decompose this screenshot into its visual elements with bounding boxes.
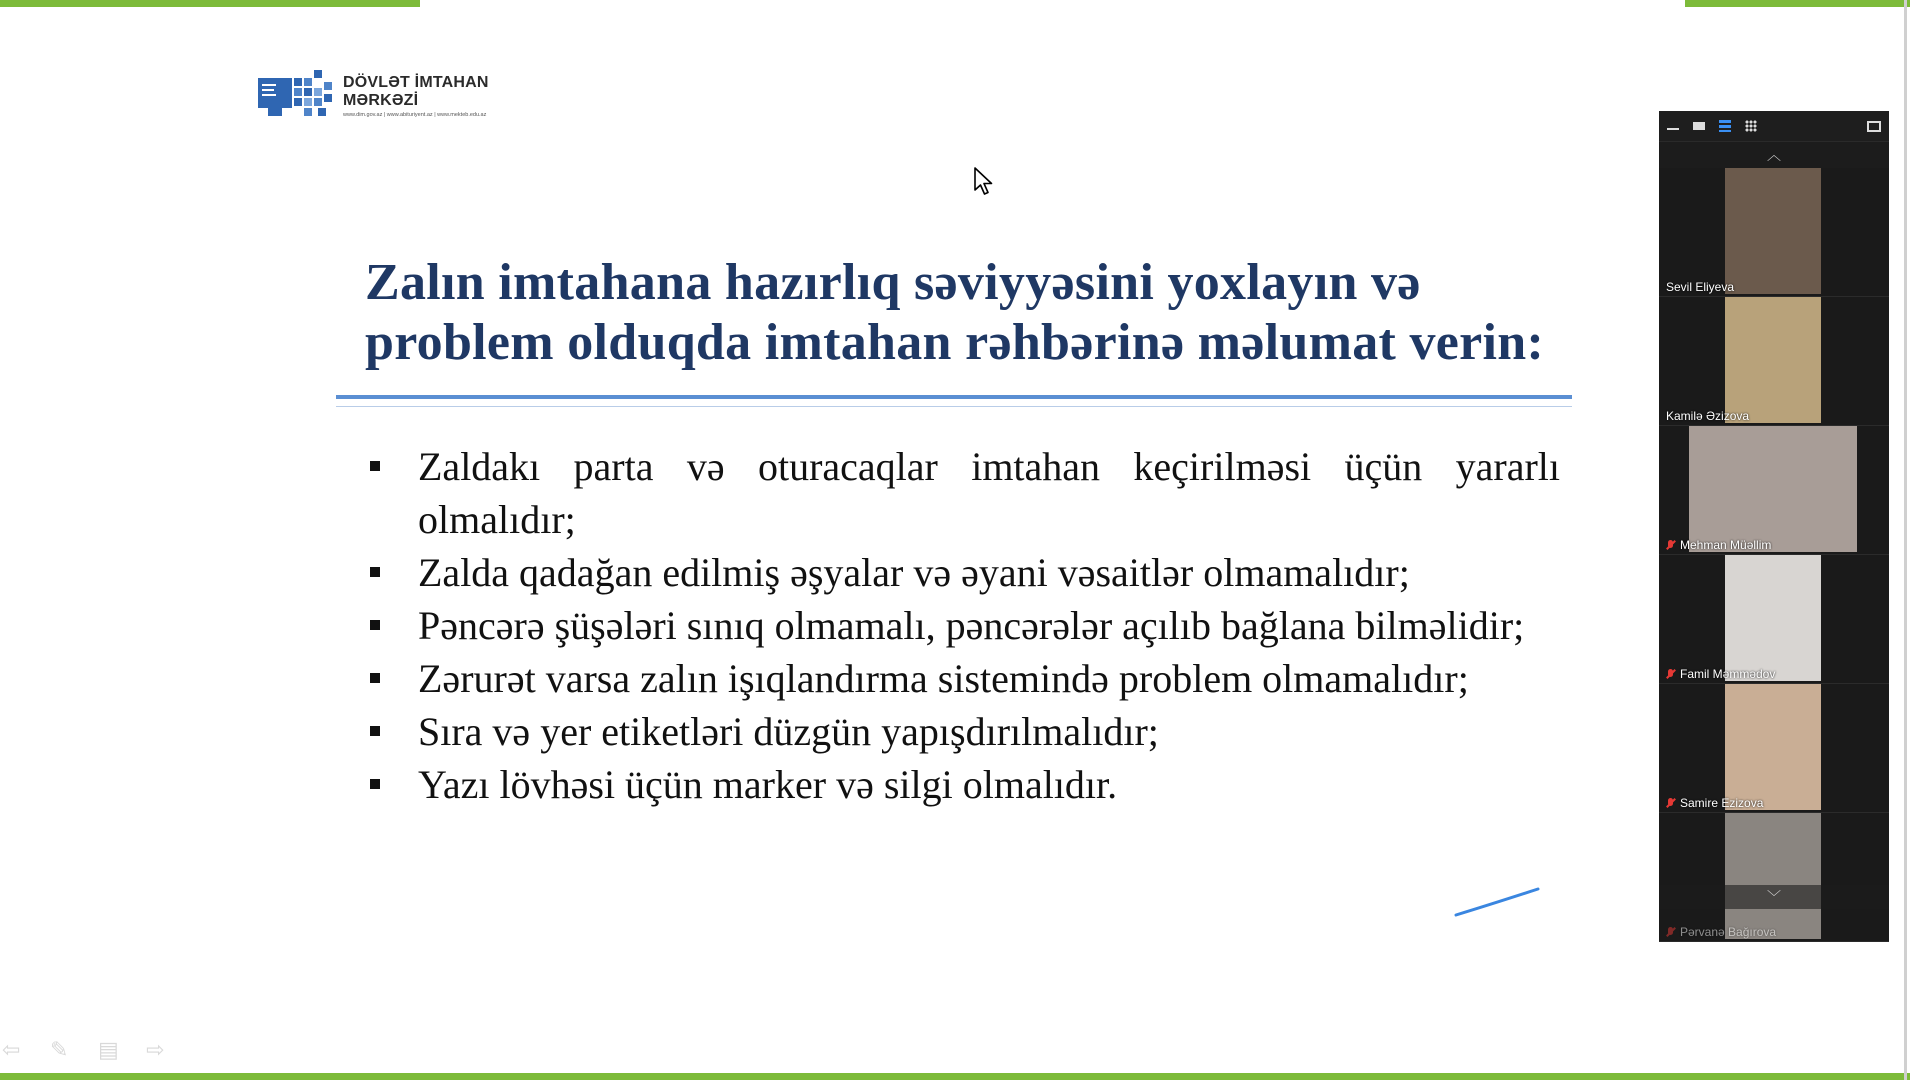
participant-name: Kamilə Əzizova (1666, 409, 1750, 423)
pen-annotation-stroke (1452, 886, 1542, 918)
popout-icon[interactable] (1867, 121, 1881, 132)
bullet-text: Zaldakı parta və oturacaqlar imtahan keçirilməsi üçün yararlı olmalıdır; (418, 444, 1560, 542)
participant-tile[interactable] (1659, 426, 1889, 555)
bullet-text: Sıra və yer etiketləri düzgün yapışdırılmalıdır; (418, 709, 1159, 754)
bullet-item (365, 440, 1560, 546)
video-gallery-panel (1659, 111, 1889, 939)
bullet-list (365, 440, 1560, 811)
bullet-square-icon (370, 461, 380, 471)
participant-video (1689, 426, 1857, 552)
speaker-view-icon[interactable] (1693, 122, 1705, 130)
logo-title-line1: DÖVLƏT İMTAHAN (343, 73, 489, 91)
bullet-item (365, 546, 1560, 599)
participant-tile[interactable] (1659, 555, 1889, 684)
bullet-item (365, 599, 1560, 652)
mic-muted-icon (1666, 927, 1675, 938)
frame-accent-bottom (0, 1073, 1910, 1080)
participant-video (1725, 168, 1821, 294)
participant-name: Sevil Eliyeva (1666, 280, 1735, 294)
bullet-text: Pəncərə şüşələri sınıq olmamalı, pəncərələr açılıb bağlana bilməlidir; (418, 603, 1525, 648)
pen-icon[interactable]: ✎ (50, 1038, 69, 1063)
arrow-left-icon[interactable]: ⇦ (2, 1038, 21, 1063)
participant-name: Pərvanə Bağırova (1680, 925, 1777, 939)
bullet-item (365, 758, 1560, 811)
slide-title-line2: problem olduqda imtahan rəhbərinə məlumat verin: (365, 314, 1545, 371)
grid-view-icon[interactable] (1745, 120, 1757, 132)
frame-edge-right (1904, 0, 1907, 1080)
bullet-item (365, 652, 1560, 705)
scroll-up-button[interactable] (1659, 141, 1889, 168)
scroll-down-button[interactable] (1659, 885, 1889, 909)
participant-name: Samire Ezizova (1680, 796, 1764, 810)
frame-accent-top-left (0, 0, 420, 7)
participant-tile[interactable] (1659, 684, 1889, 813)
chevron-down-icon: ﹀ (1767, 890, 1781, 906)
participant-tile[interactable] (1659, 813, 1889, 942)
title-underline (336, 395, 1572, 399)
dim-logo (258, 68, 489, 123)
strip-view-icon[interactable] (1719, 120, 1731, 132)
arrow-right-icon[interactable]: ⇨ (146, 1038, 165, 1063)
participant-tile[interactable] (1659, 168, 1889, 297)
dim-logo-mark (258, 70, 333, 122)
title-underline-thin (336, 406, 1572, 407)
mic-muted-icon (1666, 669, 1675, 680)
slide-title (365, 253, 1635, 373)
frame-accent-top-right (1685, 0, 1910, 7)
gallery-toolbar (1659, 111, 1889, 141)
bullet-text: Yazı lövhəsi üçün marker və silgi olmalıdır. (418, 762, 1118, 807)
participant-video (1725, 684, 1821, 810)
mouse-pointer-icon (973, 166, 995, 196)
participant-video (1725, 297, 1821, 423)
bullet-square-icon (370, 567, 380, 577)
mic-muted-icon (1666, 540, 1675, 551)
menu-icon[interactable]: ▤ (98, 1038, 119, 1063)
logo-title-line2: MƏRKƏZİ (343, 91, 419, 109)
bullet-text: Zərurət varsa zalın işıqlandırma sistemində problem olmamalıdır; (418, 656, 1469, 701)
bullet-square-icon (370, 620, 380, 630)
bullet-square-icon (370, 673, 380, 683)
slideshow-controls (2, 1040, 172, 1062)
bullet-square-icon (370, 779, 380, 789)
logo-subtext: www.dim.gov.az | www.abituriyent.az | www.mekteb.edu.az (343, 111, 487, 118)
slide-title-line1: Zalın imtahana hazırlıq səviyyəsini yoxlayın və (365, 254, 1421, 311)
mic-muted-icon (1666, 798, 1675, 809)
bullet-square-icon (370, 726, 380, 736)
participant-name: Mehman Müəllim (1680, 538, 1772, 552)
bullet-text: Zalda qadağan edilmiş əşyalar və əyani vəsaitlər olmamalıdır; (418, 550, 1410, 595)
bullet-item (365, 705, 1560, 758)
participant-name: Famil Məmmədov (1680, 667, 1776, 681)
participant-video (1725, 813, 1821, 939)
participant-tile[interactable] (1659, 297, 1889, 426)
minimize-icon[interactable] (1667, 128, 1679, 130)
chevron-up-icon: ︿ (1767, 148, 1781, 164)
participant-video (1725, 555, 1821, 681)
